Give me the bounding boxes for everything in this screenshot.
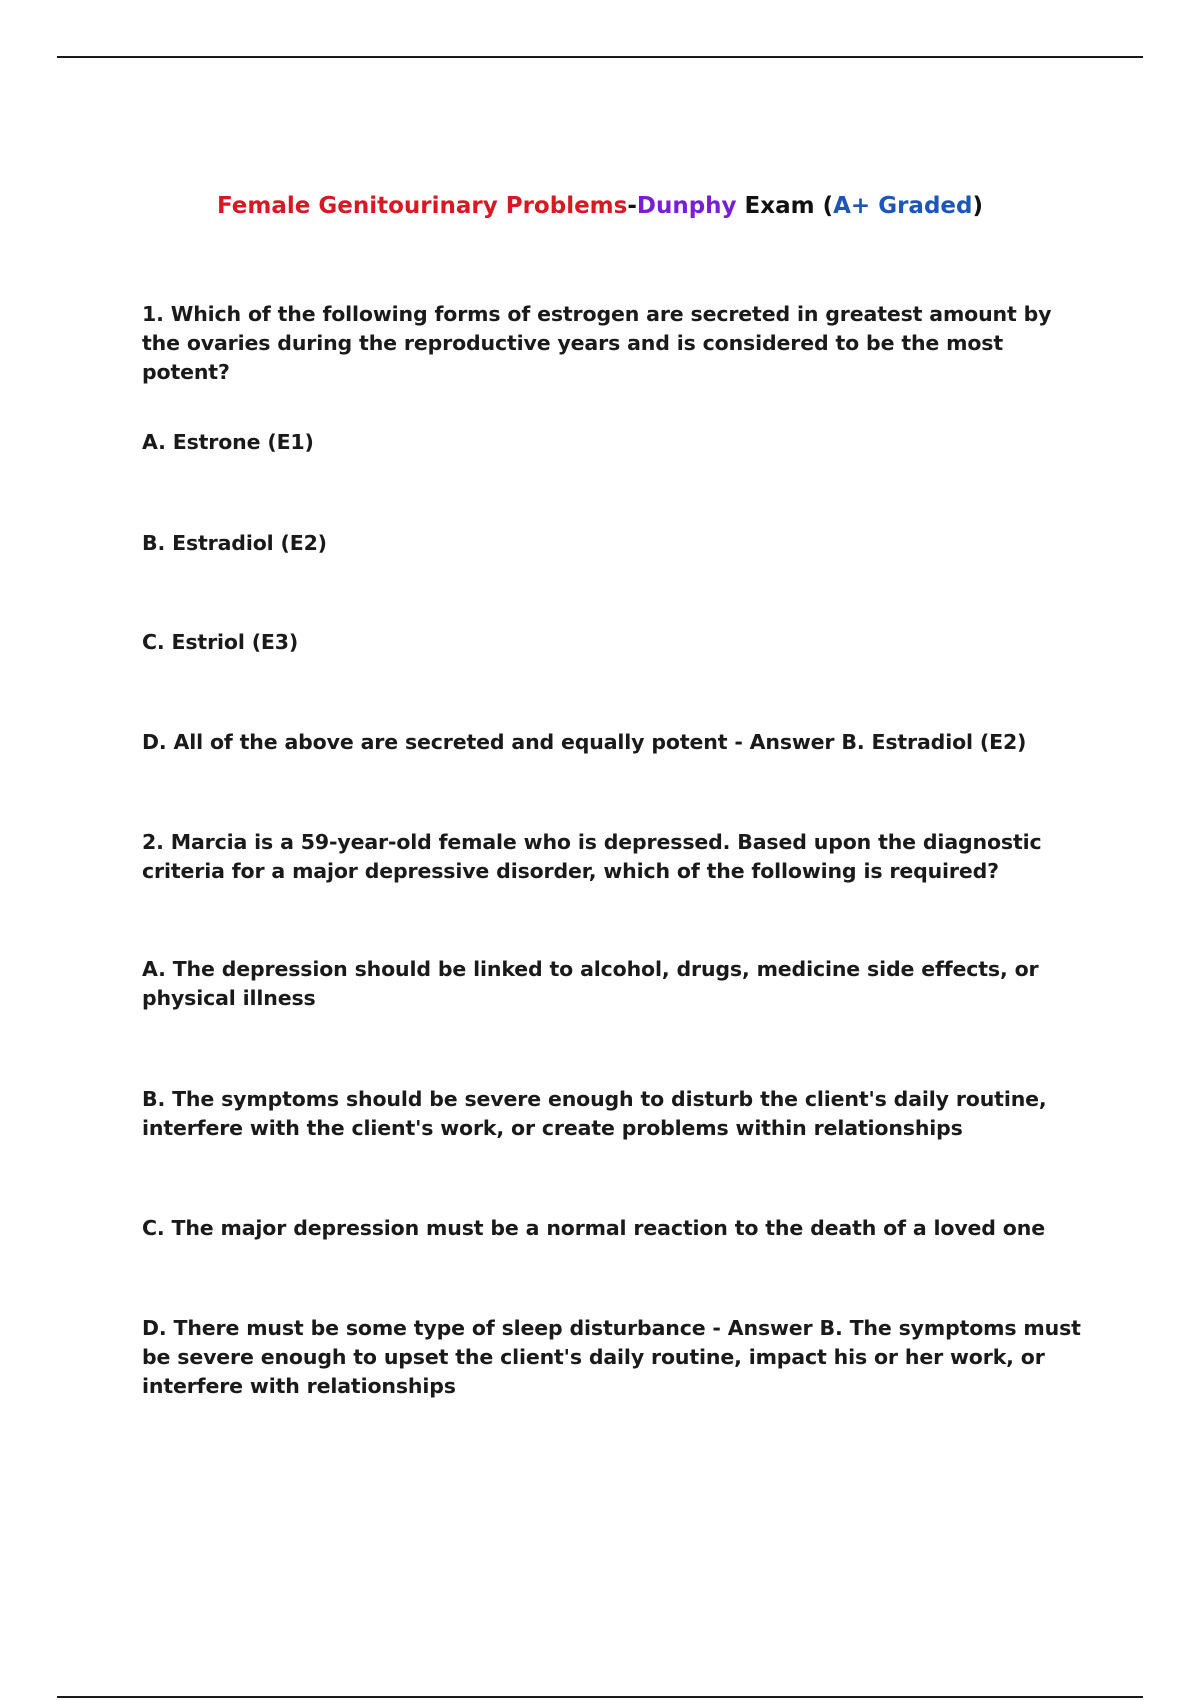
question-2: 2. Marcia is a 59-year-old female who is depressed. Based upon the diagnostic criteria for a major depressive disorder, which of the following is required? (142, 830, 1042, 883)
question-1: 1. Which of the following forms of estrogen are secreted in greatest amount by the ovaries during the reproductive years and is considered to be the most potent? (142, 302, 1052, 384)
bottom-rule (57, 1696, 1143, 1698)
question-2-option-c: C. The major depression must be a normal reaction to the death of a loved one (142, 1216, 1045, 1240)
question-2-option-d-answer: D. There must be some type of sleep disturbance - Answer B. The symptoms must be severe enough to upset the client's daily routine, impact his or her work, or interfere with relationships (142, 1316, 1081, 1398)
question-1-option-c: C. Estriol (E3) (142, 630, 299, 654)
title-paren-close: ) (972, 193, 983, 219)
title-separator: - (627, 193, 637, 219)
title-paren-open: ( (822, 193, 834, 219)
title-author: Dunphy (636, 193, 737, 219)
question-2-option-a: A. The depression should be linked to alcohol, drugs, medicine side effects, or physical illness (142, 957, 1039, 1010)
question-1-option-d-answer: D. All of the above are secreted and equally potent - Answer B. Estradiol (E2) (142, 730, 1027, 754)
document-title (0, 193, 1200, 219)
question-1-option-b: B. Estradiol (E2) (142, 531, 327, 555)
title-topic: Female Genitourinary Problems (217, 193, 628, 219)
top-rule (57, 56, 1143, 58)
title-grade: A+ Graded (833, 193, 973, 219)
title-exam: Exam (736, 193, 823, 219)
question-2-option-b: B. The symptoms should be severe enough to disturb the client's daily routine, interfere with the client's work, or create problems within relationships (142, 1087, 1047, 1140)
question-1-option-a: A. Estrone (E1) (142, 430, 314, 454)
